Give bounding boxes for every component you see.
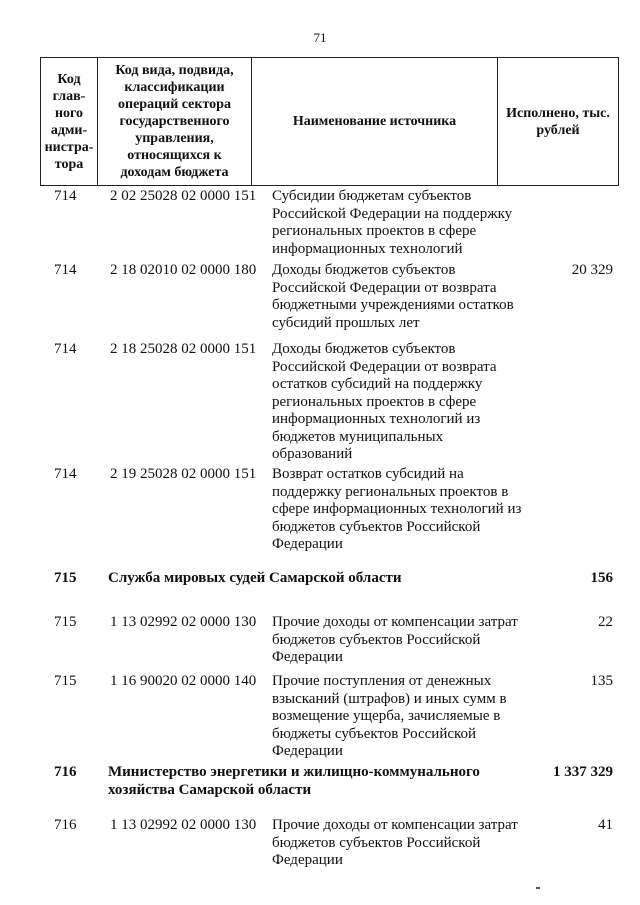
- administrator-name: Министерство энергетики и жилищно-коммунального хозяйства Самарской области: [108, 764, 480, 798]
- admin-code: 716: [54, 764, 77, 780]
- classification-code: 2 18 25028 02 0000 151: [110, 341, 257, 357]
- header-admin-code: Код глав-ного адми-нистра-тора: [41, 58, 98, 185]
- header-classification-code: Код вида, подвида, классификации операций сектора государственного управления, относящихся к доходам бюджета: [98, 58, 252, 185]
- classification-code: 1 16 90020 02 0000 140: [110, 673, 257, 689]
- classification-code: 2 19 25028 02 0000 151: [110, 466, 257, 482]
- admin-code: 715: [54, 614, 77, 630]
- source-name: Прочие доходы от компенсации затрат бюджетов субъектов Российской Федерации: [272, 614, 518, 665]
- amount: 135: [590, 673, 613, 689]
- header-executed: Исполнено, тыс. рублей: [506, 105, 610, 138]
- classification-code: 1 13 02992 02 0000 130: [110, 817, 257, 833]
- admin-code: 714: [54, 341, 77, 357]
- page-number: 71: [313, 30, 327, 45]
- scan-mark: [536, 887, 540, 889]
- source-name: Прочие поступления от денежных взысканий (штрафов) и иных сумм в возмещение ущерба, зачисляемые в бюджеты субъектов Российской Федерации: [272, 673, 507, 759]
- source-name: Доходы бюджетов субъектов Российской Федерации от возврата остатков субсидий на поддержку региональных проектов в сфере информационных технологий из бюджетов муниципальных образований: [272, 341, 497, 462]
- source-name: Доходы бюджетов субъектов Российской Федерации от возврата бюджетными учреждениями остатков субсидий прошлых лет: [272, 262, 514, 331]
- section-total: 1 337 329: [553, 764, 613, 780]
- classification-code: 2 18 02010 02 0000 180: [110, 262, 257, 278]
- amount: 20 329: [571, 262, 613, 278]
- admin-code: 716: [54, 817, 77, 833]
- admin-code: 714: [54, 466, 77, 482]
- administrator-name: Служба мировых судей Самарской области: [108, 570, 402, 586]
- header-source-name: Наименование источника: [252, 58, 498, 185]
- source-name: Возврат остатков субсидий на поддержку региональных проектов в сфере информационных технологий из бюджетов субъектов Российской Федерации: [272, 466, 522, 552]
- amount: 22: [598, 614, 613, 630]
- table-header: [40, 57, 619, 186]
- section-total: 156: [590, 570, 613, 586]
- amount: 41: [598, 817, 613, 833]
- source-name: Субсидии бюджетам субъектов Российской Федерации на поддержку региональных проектов в сфере информационных технологий: [272, 188, 513, 257]
- admin-code: 714: [54, 188, 77, 204]
- classification-code: 1 13 02992 02 0000 130: [110, 614, 257, 630]
- source-name: Прочие доходы от компенсации затрат бюджетов субъектов Российской Федерации: [272, 817, 518, 868]
- admin-code: 715: [54, 570, 77, 586]
- admin-code: 715: [54, 673, 77, 689]
- admin-code: 714: [54, 262, 77, 278]
- classification-code: 2 02 25028 02 0000 151: [110, 188, 257, 204]
